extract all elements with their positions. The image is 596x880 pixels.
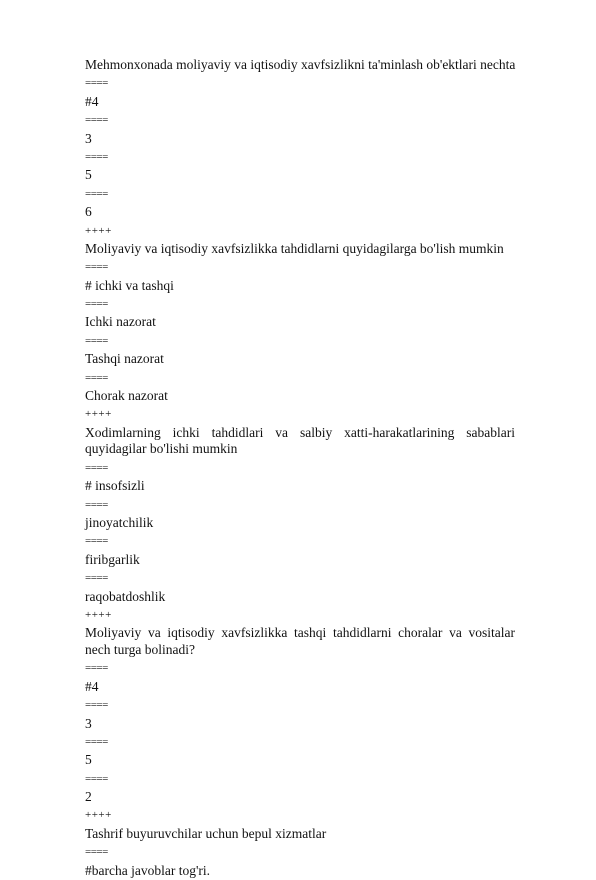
question-divider: ++++: [85, 809, 112, 822]
separator-line: ====: [85, 699, 108, 712]
answer-option: 5: [85, 752, 92, 768]
answer-option: Tashqi nazorat: [85, 351, 164, 367]
answer-option: jinoyatchilik: [85, 514, 154, 530]
separator-line: ====: [85, 298, 108, 311]
answer-option: firibgarlik: [85, 551, 140, 567]
separator-line: ====: [85, 498, 108, 511]
question-divider: ++++: [85, 608, 112, 621]
separator-line: ====: [85, 846, 108, 859]
question-text: Tashrif buyuruvchilar uchun bepul xizmatlar: [85, 825, 327, 841]
question-text: Moliyaviy va iqtisodiy xavfsizlikka tashqi tahdidlarni choralar va vositalar nech turga bolinadi?: [85, 625, 515, 657]
separator-line: ====: [85, 461, 108, 474]
answer-option: Ichki nazorat: [85, 314, 156, 330]
question-text: Mehmonxonada moliyaviy va iqtisodiy xavfsizlikni ta'minlash ob'ektlari nechta: [85, 57, 516, 72]
answer-option: # insofsizli: [85, 478, 145, 494]
answer-option: #4: [85, 678, 99, 694]
answer-option: 3: [85, 130, 92, 146]
separator-line: ====: [85, 150, 108, 163]
question-text: Moliyaviy va iqtisodiy xavfsizlikka tahdidlarni quyidagilarga bo'lish mumkin: [85, 240, 504, 256]
separator-line: ====: [85, 334, 108, 347]
separator-line: ====: [85, 371, 108, 384]
separator-line: ====: [85, 77, 108, 90]
question-divider: ++++: [85, 224, 112, 237]
separator-line: ====: [85, 187, 108, 200]
answer-option: Chorak nazorat: [85, 388, 168, 404]
separator-line: ====: [85, 114, 108, 127]
separator-line: ====: [85, 735, 108, 748]
answer-option: 3: [85, 715, 92, 731]
separator-line: ====: [85, 572, 108, 585]
answer-option: # ichki va tashqi: [85, 277, 174, 293]
separator-line: ====: [85, 772, 108, 785]
separator-line: ====: [85, 662, 108, 675]
separator-line: ====: [85, 261, 108, 274]
answer-option: raqobatdoshlik: [85, 588, 166, 604]
answer-option: #4: [85, 93, 99, 109]
answer-option: #barcha javoblar tog'ri.: [85, 862, 211, 878]
separator-line: ====: [85, 535, 108, 548]
answer-option: 5: [85, 167, 92, 183]
answer-option: 6: [85, 204, 92, 220]
document-page: [85, 56, 515, 880]
answer-option: 2: [85, 789, 92, 805]
question-text: Xodimlarning ichki tahdidlari va salbiy xatti-harakatlarining sabablari quyidagilar bo'lishi mumkin: [85, 424, 515, 457]
question-divider: ++++: [85, 408, 112, 421]
